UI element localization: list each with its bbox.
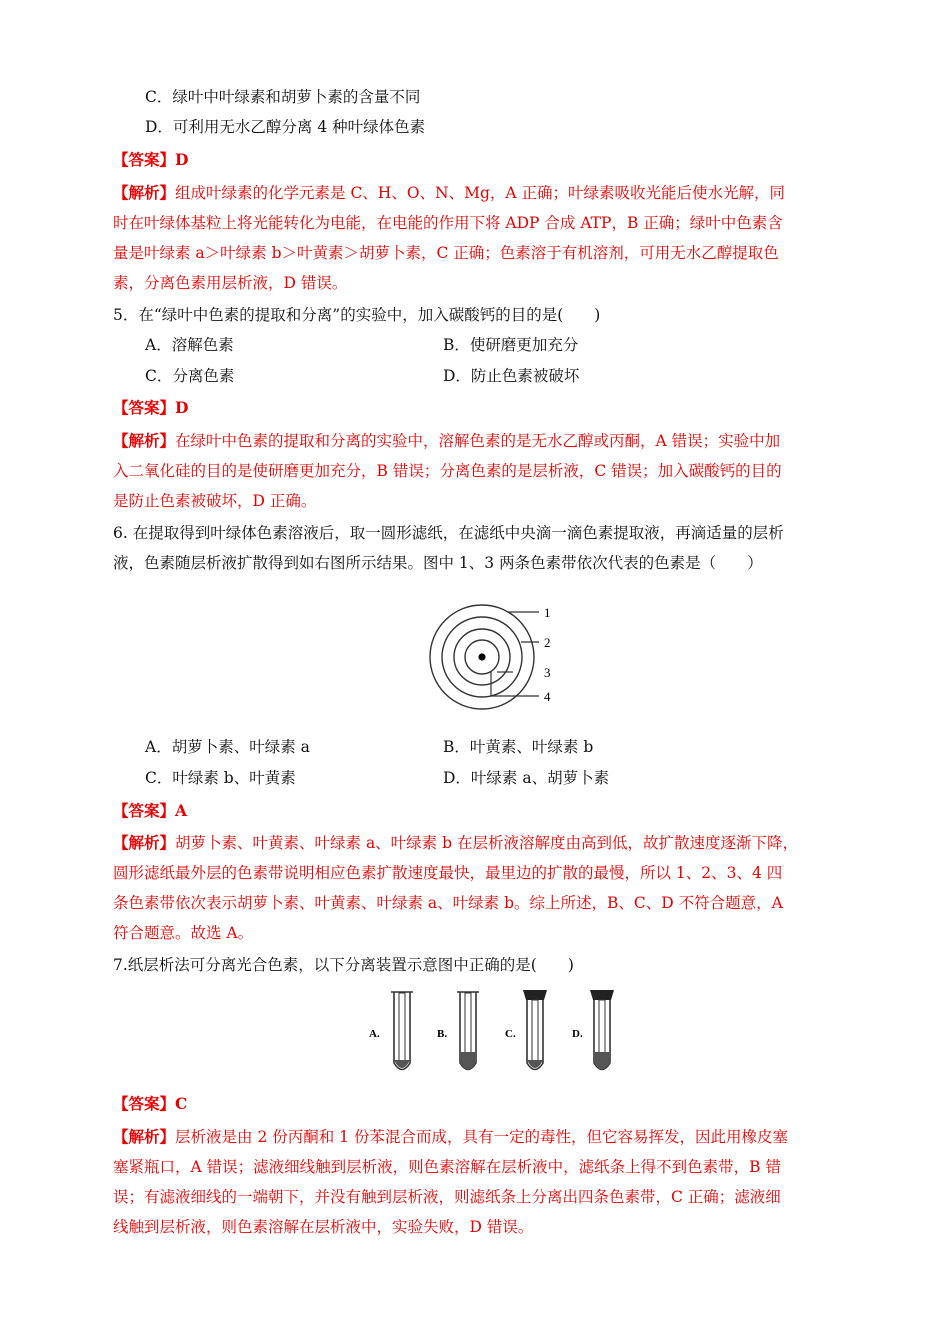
tube-label-b: B. bbox=[437, 1028, 448, 1040]
tube-label-c: C. bbox=[505, 1028, 516, 1040]
q4-option-c: C．绿叶中叶绿素和胡萝卜素的含量不同 bbox=[145, 88, 421, 106]
q5-option-a: A．溶解色素 bbox=[145, 336, 234, 354]
figure-label-3: 3 bbox=[544, 665, 551, 680]
q7-stem: 7.纸层析法可分离光合色素，以下分离装置示意图中正确的是( ) bbox=[113, 956, 574, 974]
q6-stem-line-1: 6. 在提取得到叶绿体色素溶液后，取一圆形滤纸，在滤纸中央滴一滴色素提取液，再滴适量的层析 bbox=[113, 524, 784, 542]
analysis-tag: 【解析】 bbox=[113, 833, 176, 852]
chromatography-circle-figure bbox=[425, 588, 575, 718]
tube-b bbox=[437, 992, 479, 1070]
answer-value: D bbox=[175, 150, 189, 169]
q5-answer bbox=[113, 398, 188, 418]
analysis-tag: 【解析】 bbox=[113, 1127, 176, 1146]
q4-analysis-line-1 bbox=[113, 183, 785, 203]
q4-answer bbox=[113, 150, 188, 171]
q6-option-b: B．叶黄素、叶绿素 b bbox=[443, 738, 594, 756]
q7-analysis-line-2: 塞紧瓶口，A 错误；滤液细线触到层析液，则色素溶解在层析液中，滤纸条上得不到色素带，B 错 bbox=[113, 1158, 781, 1176]
q4-analysis-line-2: 时在叶绿体基粒上将光能转化为电能，在电能的作用下将 ADP 合成 ATP，B 正确；绿叶中色素含 bbox=[113, 214, 783, 232]
q6-option-c: C．叶绿素 b、叶黄素 bbox=[145, 769, 296, 787]
q7-analysis-line-3: 误；有滤液细线的一端朝下，并没有触到层析液，则滤纸条上分离出四条色素带，C 正确；滤液细 bbox=[113, 1188, 781, 1206]
q7-analysis-line-4: 线触到层析液，则色素溶解在层析液中，实验失败，D 错误。 bbox=[113, 1218, 534, 1236]
answer-tag: 【答案】 bbox=[113, 801, 176, 820]
q5-option-d: D．防止色素被破坏 bbox=[443, 367, 580, 385]
answer-tag: 【答案】 bbox=[113, 398, 176, 417]
q7-answer bbox=[113, 1094, 187, 1114]
q5-option-c: C．分离色素 bbox=[145, 367, 235, 385]
tube-c bbox=[505, 990, 547, 1070]
center-dot bbox=[478, 653, 485, 660]
q6-answer bbox=[113, 801, 187, 821]
tube-label-a: A. bbox=[369, 1028, 380, 1040]
q4-analysis-line-3: 量是叶绿素 a＞叶绿素 b＞叶黄素＞胡萝卜素，C 正确；色素溶于有机溶剂，可用无水乙醇提取色 bbox=[113, 244, 779, 262]
q5-option-b: B．使研磨更加充分 bbox=[443, 336, 579, 354]
analysis-tag: 【解析】 bbox=[113, 431, 176, 450]
q6-analysis-line-4: 符合题意。故选 A。 bbox=[113, 924, 254, 942]
q6-stem-line-2: 液，色素随层析液扩散得到如右图所示结果。图中 1、3 两条色素带依次代表的色素是（ ） bbox=[113, 554, 763, 572]
analysis-text: 胡萝卜素、叶黄素、叶绿素 a、叶绿素 b 在层析液溶解度由高到低，故扩散速度逐渐下降， bbox=[175, 834, 798, 852]
analysis-text: 层析液是由 2 份丙酮和 1 份苯混合而成，具有一定的毒性，但它容易挥发，因此用橡皮塞 bbox=[175, 1128, 788, 1146]
q6-analysis-line-3: 条色素带依次表示胡萝卜素、叶黄素、叶绿素 a、叶绿素 b。综上所述，B、C、D 不符合题意，A bbox=[113, 894, 783, 912]
q5-analysis-line-3: 是防止色素被破坏，D 正确。 bbox=[113, 492, 317, 510]
q6-option-d: D．叶绿素 a、胡萝卜素 bbox=[443, 769, 610, 787]
figure-label-4: 4 bbox=[544, 689, 551, 704]
answer-tag: 【答案】 bbox=[113, 1094, 176, 1113]
q5-stem: 5．在“绿叶中色素的提取和分离”的实验中，加入碳酸钙的目的是( ) bbox=[113, 306, 601, 324]
q5-analysis-line-1 bbox=[113, 431, 780, 451]
tube-label-d: D. bbox=[572, 1028, 583, 1040]
q6-analysis-line-2: 圆形滤纸最外层的色素带说明相应色素扩散速度最快，最里边的扩散的最慢，所以 1、2、3、4 四 bbox=[113, 864, 783, 882]
test-tube-figure bbox=[365, 988, 625, 1078]
analysis-text: 在绿叶中色素的提取和分离的实验中，溶解色素的是无水乙醇或丙酮，A 错误；实验中加 bbox=[175, 432, 781, 450]
q6-analysis-line-1 bbox=[113, 833, 798, 853]
analysis-tag: 【解析】 bbox=[113, 183, 176, 202]
answer-value: D bbox=[175, 398, 189, 417]
q6-option-a: A．胡萝卜素、叶绿素 a bbox=[145, 738, 310, 756]
figure-label-2: 2 bbox=[544, 635, 551, 650]
q4-analysis-line-4: 素，分离色素用层析液，D 错误。 bbox=[113, 274, 348, 292]
tube-d bbox=[572, 990, 614, 1070]
figure-label-1: 1 bbox=[544, 605, 551, 620]
q5-analysis-line-2: 入二氧化硅的目的是使研磨更加充分，B 错误；分离色素的是层析液，C 错误；加入碳酸钙的目的 bbox=[113, 462, 782, 480]
tube-a bbox=[369, 992, 413, 1070]
answer-value: C bbox=[175, 1094, 188, 1113]
answer-value: A bbox=[175, 801, 188, 820]
q7-analysis-line-1 bbox=[113, 1127, 788, 1147]
answer-tag: 【答案】 bbox=[113, 152, 176, 169]
analysis-text: 组成叶绿素的化学元素是 C、H、O、N、Mg，A 正确；叶绿素吸收光能后使水光解，同 bbox=[175, 184, 786, 202]
q4-option-d: D．可利用无水乙醇分离 4 种叶绿体色素 bbox=[145, 118, 426, 136]
